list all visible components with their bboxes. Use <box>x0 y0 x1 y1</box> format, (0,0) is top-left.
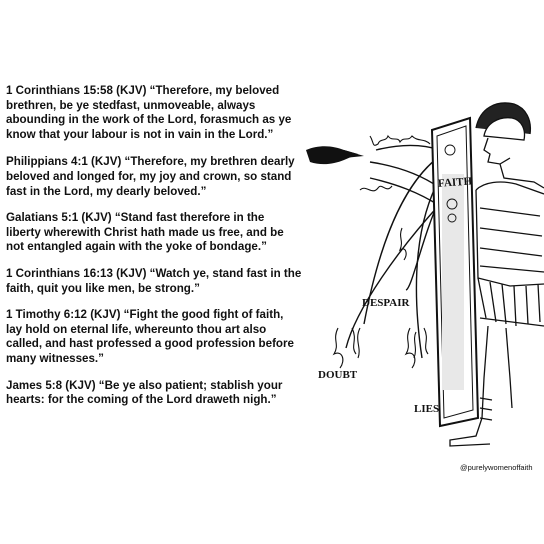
credit-handle: @purelywomenoffaith <box>460 463 533 472</box>
pointing-hand-icon <box>306 146 364 164</box>
shield-of-faith <box>432 118 478 426</box>
arrow-label-lies: LIES <box>414 403 440 415</box>
flaming-arrows <box>346 146 440 359</box>
arrow-label-despair: DESPAIR <box>362 297 410 309</box>
arrow-label-doubt: DOUBT <box>318 369 358 381</box>
shield-label: FAITH <box>437 175 473 190</box>
verse-list <box>6 84 302 420</box>
verse-1-corinthians-15-58: 1 Corinthians 15:58 (KJV) “Therefore, my beloved brethren, be ye stedfast, unmoveable, always abounding in the work of the Lord, forasmuch as ye know that your labour is not in vain in the Lord.” <box>6 84 292 141</box>
verse-galatians-5-1: Galatians 5:1 (KJV) “Stand fast therefore in the liberty wherewith Christ hath made us free, and be not entangled again with the yoke of bondage.” <box>6 211 284 254</box>
verse-james-5-8: James 5:8 (KJV) “Be ye also patient; stablish your hearts: for the coming of the Lord draweth nigh.” <box>6 378 283 407</box>
armor-of-god-illustration <box>300 78 544 478</box>
verse-philippians-4-1: Philippians 4:1 (KJV) “Therefore, my brethren dearly beloved and longed for, my joy and crown, so stand fast in the Lord, my dearly beloved.” <box>6 155 295 198</box>
verse-1-corinthians-16-13: 1 Corinthians 16:13 (KJV) “Watch ye, stand fast in the faith, quit you like men, be strong.” <box>6 266 302 295</box>
verse-1-timothy-6-12: 1 Timothy 6:12 (KJV) “Fight the good fight of faith, lay hold on eternal life, whereunto thou art also called, and hast professed a good profession before many witnesses.” <box>6 308 294 365</box>
